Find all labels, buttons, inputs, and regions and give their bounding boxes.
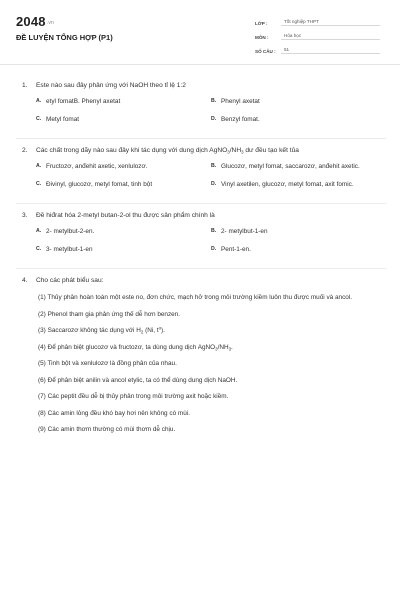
option-c[interactable]: C. 3- metylbut-1-en bbox=[36, 245, 93, 253]
option-d[interactable]: D. Vinyl axetilen, glucozơ, metyl fomat, axit fomic. bbox=[211, 180, 354, 188]
meta-value: 51 bbox=[281, 47, 380, 54]
exam-meta bbox=[255, 15, 380, 57]
question-number: 2. bbox=[22, 147, 28, 154]
statement-list bbox=[16, 293, 386, 435]
answer-options bbox=[16, 97, 386, 132]
statement-5: (5) Tinh bột và xenlulozơ là đồng phân của nhau. bbox=[38, 360, 177, 367]
statement-6: (6) Để phân biệt anilin và ancol etylic, ta có thể dùng dung dịch NaOH. bbox=[38, 376, 238, 384]
option-a[interactable]: A. 2- metylbut-2-en. bbox=[36, 228, 95, 235]
exam-title: ĐỀ LUYỆN TỔNG HỢP (P1) bbox=[16, 33, 113, 42]
question-4 bbox=[16, 269, 386, 448]
option-b[interactable]: B. Phenyl axetat bbox=[211, 98, 260, 105]
meta-row-count bbox=[255, 43, 380, 54]
option-b[interactable]: B. 2- metylbut-1-en bbox=[211, 228, 268, 235]
question-text: Các chất trong dãy nào sau đây khi tác dụng với dung dịch $AgNO_3/NH_3$ dư đều tạo kết tủa bbox=[36, 147, 299, 155]
question-number: 4. bbox=[22, 277, 28, 284]
question-number: 3. bbox=[22, 212, 28, 219]
answer-options bbox=[16, 162, 386, 197]
question-text: Este nào sau đây phản ứng với NaOH theo tỉ lệ 1:2 bbox=[36, 82, 186, 89]
question-list bbox=[16, 74, 386, 448]
answer-options bbox=[16, 227, 386, 262]
question-number: 1. bbox=[22, 82, 28, 89]
header-divider bbox=[0, 64, 400, 65]
question-2 bbox=[16, 139, 386, 203]
option-d[interactable]: D. Benzyl fomat. bbox=[211, 115, 260, 123]
question-text: Đề hiđrat hóa 2-metyl butan-2-ol thu được sản phẩm chính là bbox=[36, 212, 215, 219]
meta-label: SỐ CÂU : bbox=[255, 49, 276, 54]
question-text: Cho các phát biểu sau: bbox=[36, 277, 104, 284]
meta-value: Hóa học bbox=[281, 33, 380, 40]
question-3 bbox=[16, 204, 386, 268]
meta-row-subject bbox=[255, 29, 380, 40]
site-logo[interactable]: 2048.vn bbox=[16, 14, 55, 29]
option-a[interactable]: A. etyl fomatB. Phenyl axetat bbox=[36, 98, 121, 105]
option-d[interactable]: D. Pent-1-en. bbox=[211, 245, 251, 253]
meta-row-class bbox=[255, 15, 380, 26]
statement-2: (2) Phenol tham gia phản ứng thế dễ hơn benzen. bbox=[38, 310, 181, 318]
statement-9: (9) Các amin thơm thường có mùi thơm dễ chịu. bbox=[38, 426, 176, 433]
statement-3: (3) Saccarozơ không tác dụng với $H_2$ (Ni, $t^o$). bbox=[38, 325, 165, 335]
statement-7: (7) Các peptit đều dễ bị thủy phân trong môi trường axit hoặc kiềm. bbox=[38, 393, 229, 400]
statement-4: (4) Để phân biệt glucozơ và fructozơ, ta dùng dung dịch $AgNO_3/NH_3$. bbox=[38, 343, 233, 351]
meta-label: MÔN : bbox=[255, 35, 269, 40]
statement-8: (8) Các amin lỏng đều khó bay hơi nên không có mùi. bbox=[38, 409, 190, 417]
meta-label: LỚP : bbox=[255, 21, 268, 26]
question-1 bbox=[16, 74, 386, 138]
option-a[interactable]: A. Fructozơ, anđehit axetic, xenlulozơ. bbox=[36, 163, 148, 170]
option-c[interactable]: C. Metyl fomat bbox=[36, 115, 80, 123]
meta-value: Tốt nghiệp THPT bbox=[281, 19, 380, 26]
option-c[interactable]: C. Đivinyl, glucozơ, metyl fomat, tinh bột bbox=[36, 180, 153, 188]
option-b[interactable]: B. Glucozơ, metyl fomat, saccarozơ, anđehit axetic. bbox=[211, 163, 360, 170]
statement-1: (1) Thủy phân hoàn toàn một este no, đơn chức, mạch hở trong môi trường kiềm luôn thu được muối và ancol. bbox=[38, 294, 353, 301]
